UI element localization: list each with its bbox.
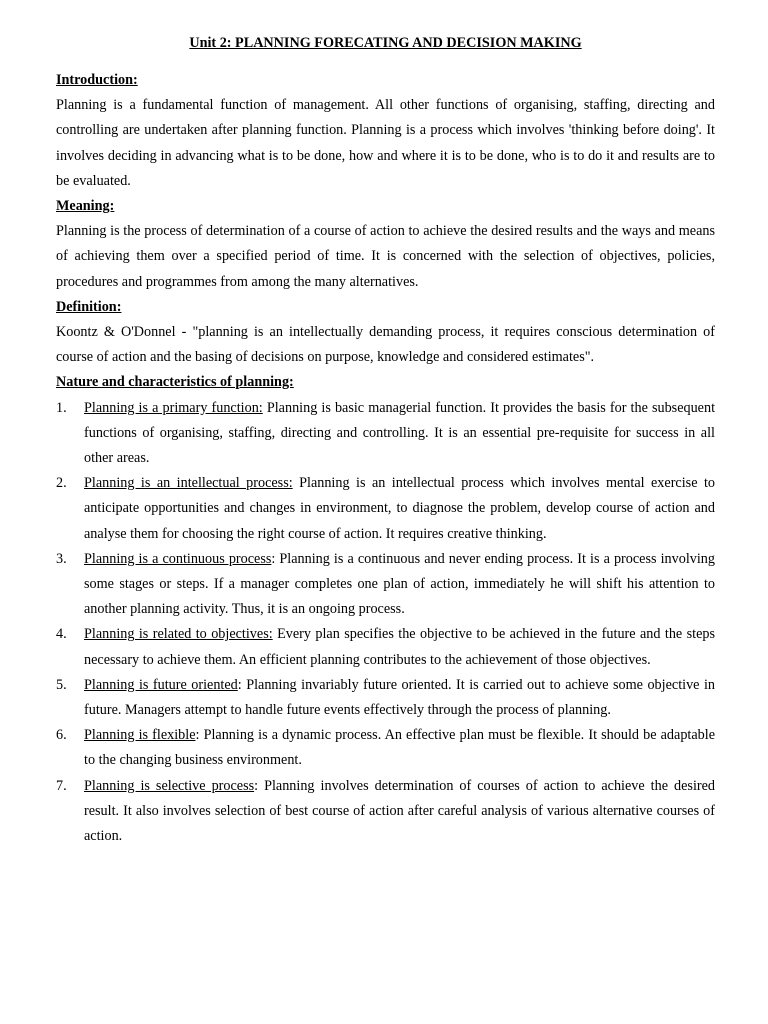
list-item [56,723,715,773]
list-item-text: Planning is an intellectual process which involves mental exercise to anticipate opportunities and changes in environment, to diagnose the problem, develop course of action and analyse them for choosing the right course of action. It requires creative thinking. [84,475,715,542]
list-item-text: : Planning is a continuous and never ending process. It is a process involving some stages or steps. If a manager completes one plan of action, immediately he will shift his attention to another planning activity. Thus, it is an ongoing process. [84,550,715,618]
list-item-text: Every plan specifies the objective to be achieved in the future and the steps necessary to achieve them. An efficient planning contributes to the achievement of those objectives. [84,626,715,668]
list-item-number: 1. [56,399,67,416]
list-item-term: Planning is flexible [84,727,196,744]
introduction-paragraph: Planning is a fundamental function of management. All other functions of organising, staffing, directing and controlling are undertaken after planning function. Planning is a process which involves 'thinking before doing'. It involves deciding in advancing what is to be done, how and where it is to be done, who is to do it and results are to be evaluated. [56,97,715,189]
list-item [56,673,715,723]
characteristics-list [56,396,715,850]
list-item-number: 7. [56,777,67,794]
document-title: Unit 2: PLANNING FORECATING AND DECISION MAKING [189,35,582,51]
list-item-term: Planning is selective process [84,777,255,794]
nature-heading: Nature and characteristics of planning: [56,374,294,391]
list-item-text: : Planning invariably future oriented. It is carried out to achieve some objective in future. Managers attempt to handle future events effectively through the process of planning. [84,676,715,719]
definition-paragraph: Koontz & O'Donnel - "planning is an intellectually demanding process, it requires conscious determination of course of action and the basing of decisions on purpose, knowledge and considered estimates". [56,324,715,366]
list-item-term: Planning is an intellectual process: [84,475,293,492]
list-item-term: Planning is related to objectives: [84,626,273,643]
list-item-text: : Planning is a dynamic process. An effective plan must be flexible. It should be adaptable to the changing business environment. [84,727,715,769]
list-item-term: Planning is future oriented [84,676,238,693]
introduction-heading: Introduction: [56,72,138,88]
list-item-number: 2. [56,475,67,492]
list-item-term: Planning is a primary function: [84,399,263,416]
list-item-text: Planning is basic managerial function. It provides the basis for the subsequent functions of organising, staffing, directing and controlling. It is an essential pre-requisite for success in all other areas. [84,399,716,467]
list-item-number: 5. [56,676,67,693]
list-item-text: : Planning involves determination of courses of action to achieve the desired result. It also involves selection of best course of action after careful analysis of various alternative courses of action. [84,777,715,845]
list-item [56,622,715,672]
meaning-heading: Meaning: [56,198,115,215]
list-item-number: 3. [56,550,67,567]
list-item [56,547,715,623]
list-item [56,471,715,547]
list-item-term: Planning is a continuous process [84,550,272,567]
list-item-number: 6. [56,727,67,744]
definition-heading: Definition: [56,298,122,315]
list-item [56,396,715,472]
meaning-paragraph: Planning is the process of determination of a course of action to achieve the desired results and the ways and means of achieving them over a specified period of time. It is concerned with the selection of objectives, policies, procedures and programmes from among the many alternatives. [56,223,715,290]
list-item [56,774,715,850]
list-item-number: 4. [56,626,67,643]
